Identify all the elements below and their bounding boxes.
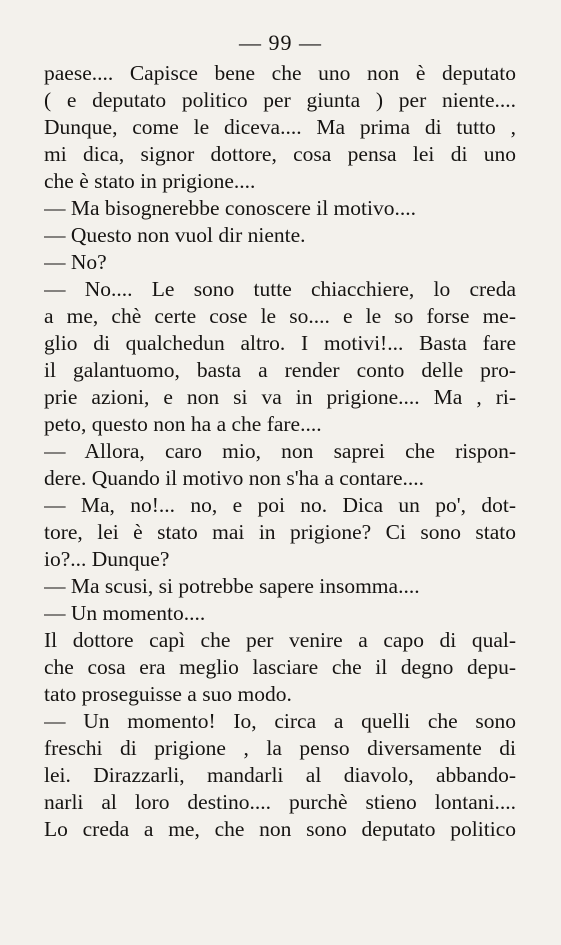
text-line: — Un momento! Io, circa a quelli che sono (44, 709, 516, 733)
text-line: narli al loro destino.... purchè stieno lontani.... (44, 790, 516, 814)
text-line: dere. Quando il motivo non s'ha a contare.... (44, 466, 425, 490)
text-line: — Ma, no!... no, e poi no. Dica un po', dot- (44, 493, 516, 517)
text-line: il galantuomo, basta a render conto delle pro- (44, 358, 516, 382)
text-line: — Ma bisognerebbe conoscere il motivo.... (44, 196, 416, 220)
text-line: — No.... Le sono tutte chiacchiere, lo creda (44, 277, 516, 301)
text-line: — Allora, caro mio, non saprei che rispon- (44, 439, 516, 463)
text-line: freschi di prigione , la penso diversamente di (44, 736, 516, 760)
text-line: — Un momento.... (44, 601, 206, 625)
text-line: paese.... Capisce bene che uno non è deputato (44, 61, 516, 85)
text-line: Lo creda a me, che non sono deputato politico (44, 817, 516, 841)
text-line: tore, lei è stato mai in prigione? Ci sono stato (44, 520, 516, 544)
text-line: tato proseguisse a suo modo. (44, 682, 292, 706)
text-line: che cosa era meglio lasciare che il degno depu- (44, 655, 516, 679)
text-line: lei. Dirazzarli, mandarli al diavolo, abbando- (44, 763, 516, 787)
text-line: glio di qualchedun altro. I motivi!... Basta fare (44, 331, 516, 355)
body-text (44, 60, 516, 843)
text-line: a me, chè certe cose le so.... e le so forse me- (44, 304, 516, 328)
text-line: io?... Dunque? (44, 547, 170, 571)
text-line: ( e deputato politico per giunta ) per niente.... (44, 88, 516, 112)
text-line: — Ma scusi, si potrebbe sapere insomma.... (44, 574, 420, 598)
text-line: mi dica, signor dottore, cosa pensa lei di uno (44, 142, 516, 166)
page-number: — 99 — (239, 30, 322, 55)
text-line: Il dottore capì che per venire a capo di qual- (44, 628, 516, 652)
text-line: peto, questo non ha a che fare.... (44, 412, 322, 436)
text-line: prie azioni, e non si va in prigione.... Ma , ri- (44, 385, 516, 409)
text-line: che è stato in prigione.... (44, 169, 256, 193)
text-line: Dunque, come le diceva.... Ma prima di tutto , (44, 115, 516, 139)
text-line: — Questo non vuol dir niente. (44, 223, 306, 247)
text-line: — No? (44, 250, 107, 274)
